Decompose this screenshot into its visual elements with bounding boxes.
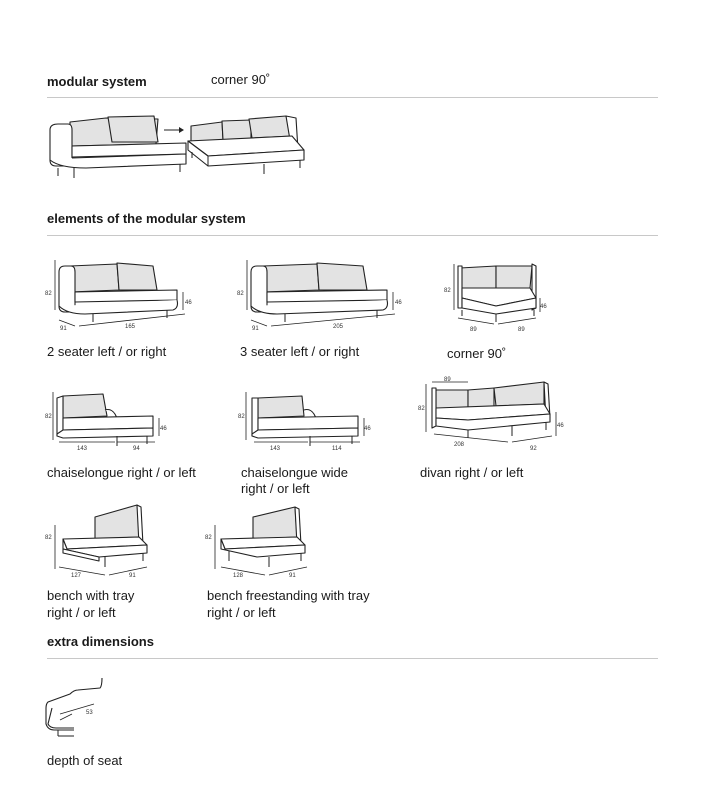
elements-divider <box>47 235 658 236</box>
corner-diagram <box>444 258 554 333</box>
caption-chaiselongue: chaiselongue right / or left <box>47 465 196 480</box>
dim-height: 82 <box>45 291 52 297</box>
bench-freestanding-diagram <box>205 505 325 580</box>
page-title: modular system <box>47 74 147 89</box>
chaiselongue-wide-diagram <box>238 388 378 458</box>
bench-with-tray-diagram <box>45 505 165 580</box>
caption-chaiselongue-wide-line1: chaiselongue wide <box>241 465 348 480</box>
dim-width: 208 <box>454 442 465 448</box>
three-seater-diagram <box>237 258 407 333</box>
dim-seat: 46 <box>185 300 192 306</box>
dim-seat: 46 <box>557 423 564 429</box>
divan-diagram <box>418 378 578 458</box>
dim-width: 91 <box>129 573 136 579</box>
dim-depth: 143 <box>270 446 281 452</box>
dim-seat: 46 <box>364 426 371 432</box>
caption-chaiselongue-wide-line2: right / or left <box>241 481 310 496</box>
caption-three-seater: 3 seater left / or right <box>240 344 360 359</box>
caption-depth-of-seat: depth of seat <box>47 753 123 768</box>
section-title-extra: extra dimensions <box>47 634 154 649</box>
caption-bench-freestanding-line1: bench freestanding with tray <box>207 588 370 603</box>
dim-depth: 128 <box>233 573 244 579</box>
dim-height: 82 <box>45 535 52 541</box>
caption-bench-tray-line2: right / or left <box>47 605 116 620</box>
depth-of-seat-diagram <box>44 678 114 738</box>
header-divider <box>47 97 658 98</box>
dim-depth: 127 <box>71 573 82 579</box>
dim-height: 82 <box>238 414 245 420</box>
page-subtitle: corner 90˚ <box>211 72 271 87</box>
dim-top-depth: 89 <box>444 377 451 383</box>
two-seater-diagram <box>45 258 195 333</box>
dim-width: 94 <box>133 446 140 452</box>
caption-two-seater: 2 seater left / or right <box>47 344 167 359</box>
dim-depth-left: 89 <box>470 327 477 333</box>
dim-seat-depth: 53 <box>86 710 93 716</box>
dim-height: 82 <box>45 414 52 420</box>
modular-system-illustration <box>46 110 316 180</box>
section-title-elements: elements of the modular system <box>47 211 246 226</box>
dim-seat: 46 <box>540 304 547 310</box>
dim-seat: 46 <box>160 426 167 432</box>
dim-width: 91 <box>289 573 296 579</box>
dim-height: 82 <box>205 535 212 541</box>
dim-depth: 91 <box>252 326 259 332</box>
dim-seat: 46 <box>395 300 402 306</box>
caption-divan: divan right / or left <box>420 465 524 480</box>
dim-width: 165 <box>125 324 136 330</box>
dim-depth-right: 89 <box>518 327 525 333</box>
caption-bench-tray-line1: bench with tray <box>47 588 135 603</box>
dim-depth: 91 <box>60 326 67 332</box>
caption-corner: corner 90˚ <box>447 346 507 361</box>
dim-height: 82 <box>418 406 425 412</box>
dim-width-right: 92 <box>530 446 537 452</box>
extra-divider <box>47 658 658 659</box>
dim-width: 114 <box>332 446 342 452</box>
dim-width: 205 <box>333 324 344 330</box>
caption-bench-freestanding-line2: right / or left <box>207 605 276 620</box>
dim-height: 82 <box>444 288 451 294</box>
dim-depth: 143 <box>77 446 88 452</box>
chaiselongue-diagram <box>45 388 180 458</box>
dim-height: 82 <box>237 291 244 297</box>
